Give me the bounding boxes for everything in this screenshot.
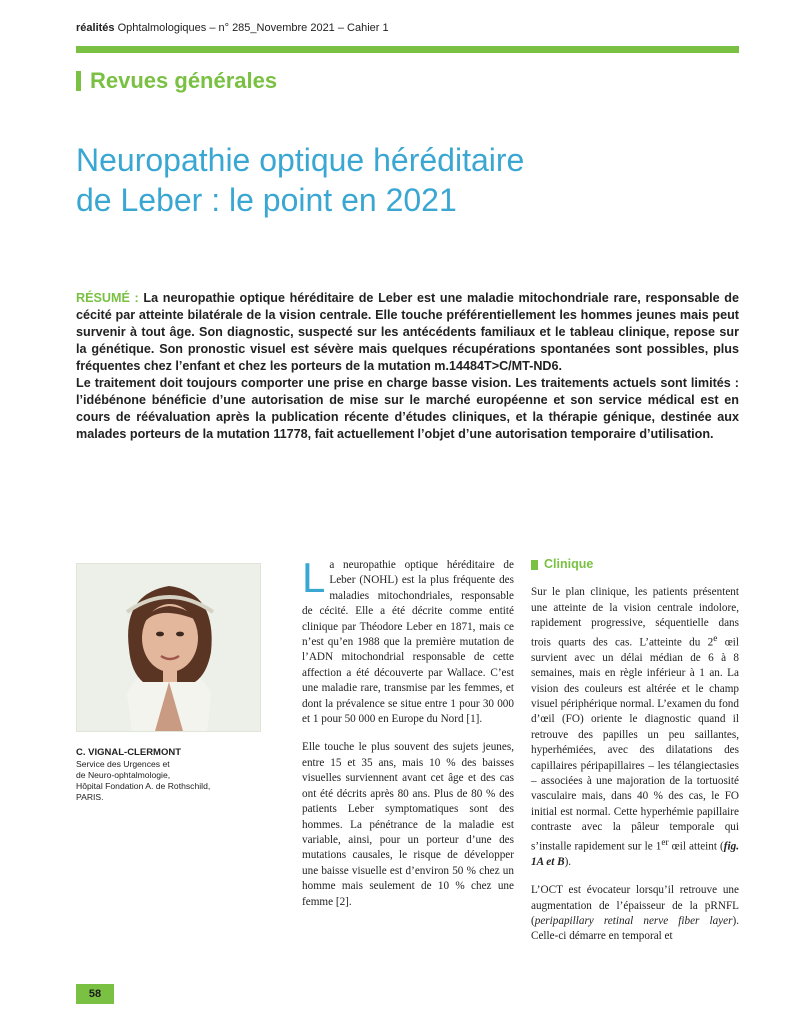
affiliation-line-3: Hôpital Fondation A. de Rothschild, [76,781,211,791]
clinical-text-c: œil atteint ( [668,840,724,853]
subsection-marker [531,560,538,570]
intro-text: a neuropathie optique héréditaire de Leber (NOHL) est la plus fréquente des maladies mitochondriales, responsable de cécité. Elle a été décrite comme entité clinique par Théodore Leber en 1871, mais ce n’est qu’en 1988 que la première mutation de l’ADN mitochondrial responsable de cette affection a été découverte par Wallace. C’est une maladie rare, transmise par les femmes, et dont la prévalence se situe entre 1 pour 30 000 et 1 pour 50 000 en Europe du Nord [1]. [302,559,514,726]
section-heading [76,68,277,94]
section-label: Revues générales [90,68,278,93]
superscript-er: er [661,837,669,848]
abstract [76,290,739,443]
article-title [76,140,736,220]
epidemiology-paragraph: Elle touche le plus souvent des sujets jeunes, entre 15 et 35 ans, mais 10 % des baisses visuelles surviennent avant cet âge et des cas ont été décrits après 80 ans. Plus de 80 % des patients Leber symptomatiques sont des hommes. La pénétrance de la maladie est variable, ainsi, pour un porteur d’une des mutations causales, le risque de développer une baisse visuelle est d’environ 50 % chez un homme mais seulement de 10 % chez une femme [2]. [302,741,514,908]
issue-info: Ophtalmologiques – n° 285_Novembre 2021 – Cahier 1 [117,22,389,34]
clinical-text-b: œil survient avec un délai médian de 6 à 8 semaines, mais en règle inférieur à 1 an. La vision des couleurs est altérée et le champ visuel périphérique normal. L’examen du fond d’œil (FO) oriente le diagnostic quand il retrouve des papilles un peu saillantes, hyperhémiées, avec des dilatations des capillaires péripapillaires – les télangiectasies – associées à une majoration de la tortuosité vasculaire mais, dans 40 % des cas, le FO initial est normal. Cette hyperhémie papillaire contraste avec la pâleur temporale qui s’installe rapidement sur le 1 [531,636,740,853]
oct-paragraph [531,883,739,945]
abstract-text-1: La neuropathie optique héréditaire de Leber est une maladie mitochondriale rare, responsable de cécité par atteinte bilatérale de la vision centrale. Elle touche préférentiellement les hommes jeunes mais peut survenir à tout âge. Son diagnostic, suspecté sur les antécédents familiaux et le tableau clinique, repose sur la génétique. Son pronostic visuel est sévère mais quelques récupérations spontanées sont possibles, plus fréquentes chez l’enfant et chez les porteurs de la mutation m.14484T>C/MT-ND6. [76,291,740,373]
clinical-text-a: Sur le plan clinique, les patients présentent une atteinte de la vision centrale indolore, rapidement progressive, séquentielle dans trois quarts des cas. L’atteinte du 2 [531,586,739,649]
superscript-e: e [713,633,718,644]
affiliation-line-4: PARIS. [76,792,104,802]
figure-reference: fig. 1A et B [531,840,739,868]
oct-text-b: ). Celle-ci démarre en temporal et [531,915,739,943]
affiliation-line-1: Service des Urgences et [76,759,170,769]
affiliation-line-2: de Neuro-ophtalmologie, [76,770,171,780]
drop-cap: L [302,554,326,601]
author-name: C. VIGNAL-CLERMONT [76,747,182,758]
subsection-heading [531,557,739,572]
subsection-label: Clinique [544,557,594,571]
clinical-paragraph [531,585,739,870]
abstract-paragraph-2: Le traitement doit toujours comporter une prise en charge basse vision. Les traitements actuels sont limités : l’idébénone bénéficie d’une autorisation de mise sur le marché européenne et son service médical est en cours de réévaluation après la publication récente d’études cliniques, et la thérapie génique, destinée aux malades porteurs de la mutation 11778, fait actuellement l’objet d’une autorisation temporaire d’utilisation. [76,376,739,441]
title-line-2: de Leber : le point en 2021 [76,182,457,218]
page-number: 58 [76,984,114,1004]
body-column-1 [302,554,514,923]
header-rule [76,46,739,53]
oct-italic-term: peripapillary retinal nerve fiber layer [534,915,733,927]
body-column-2 [531,557,739,958]
abstract-keyword: RÉSUMÉ : [76,291,139,305]
author-portrait-image [77,564,260,731]
abstract-paragraph-1 [76,290,739,375]
journal-name: réalités [76,22,115,34]
running-header [76,22,389,34]
clinical-text-d: ). [564,855,572,868]
title-line-1: Neuropathie optique héréditaire [76,142,525,178]
author-affiliation [76,747,266,803]
intro-paragraph [302,554,514,727]
oct-text-a: L’OCT est évocateur lorsqu’il retrouve une augmentation de l’épaisseur de la pRNFL ( [531,884,739,927]
section-marker [76,71,81,91]
author-photo [76,563,261,732]
